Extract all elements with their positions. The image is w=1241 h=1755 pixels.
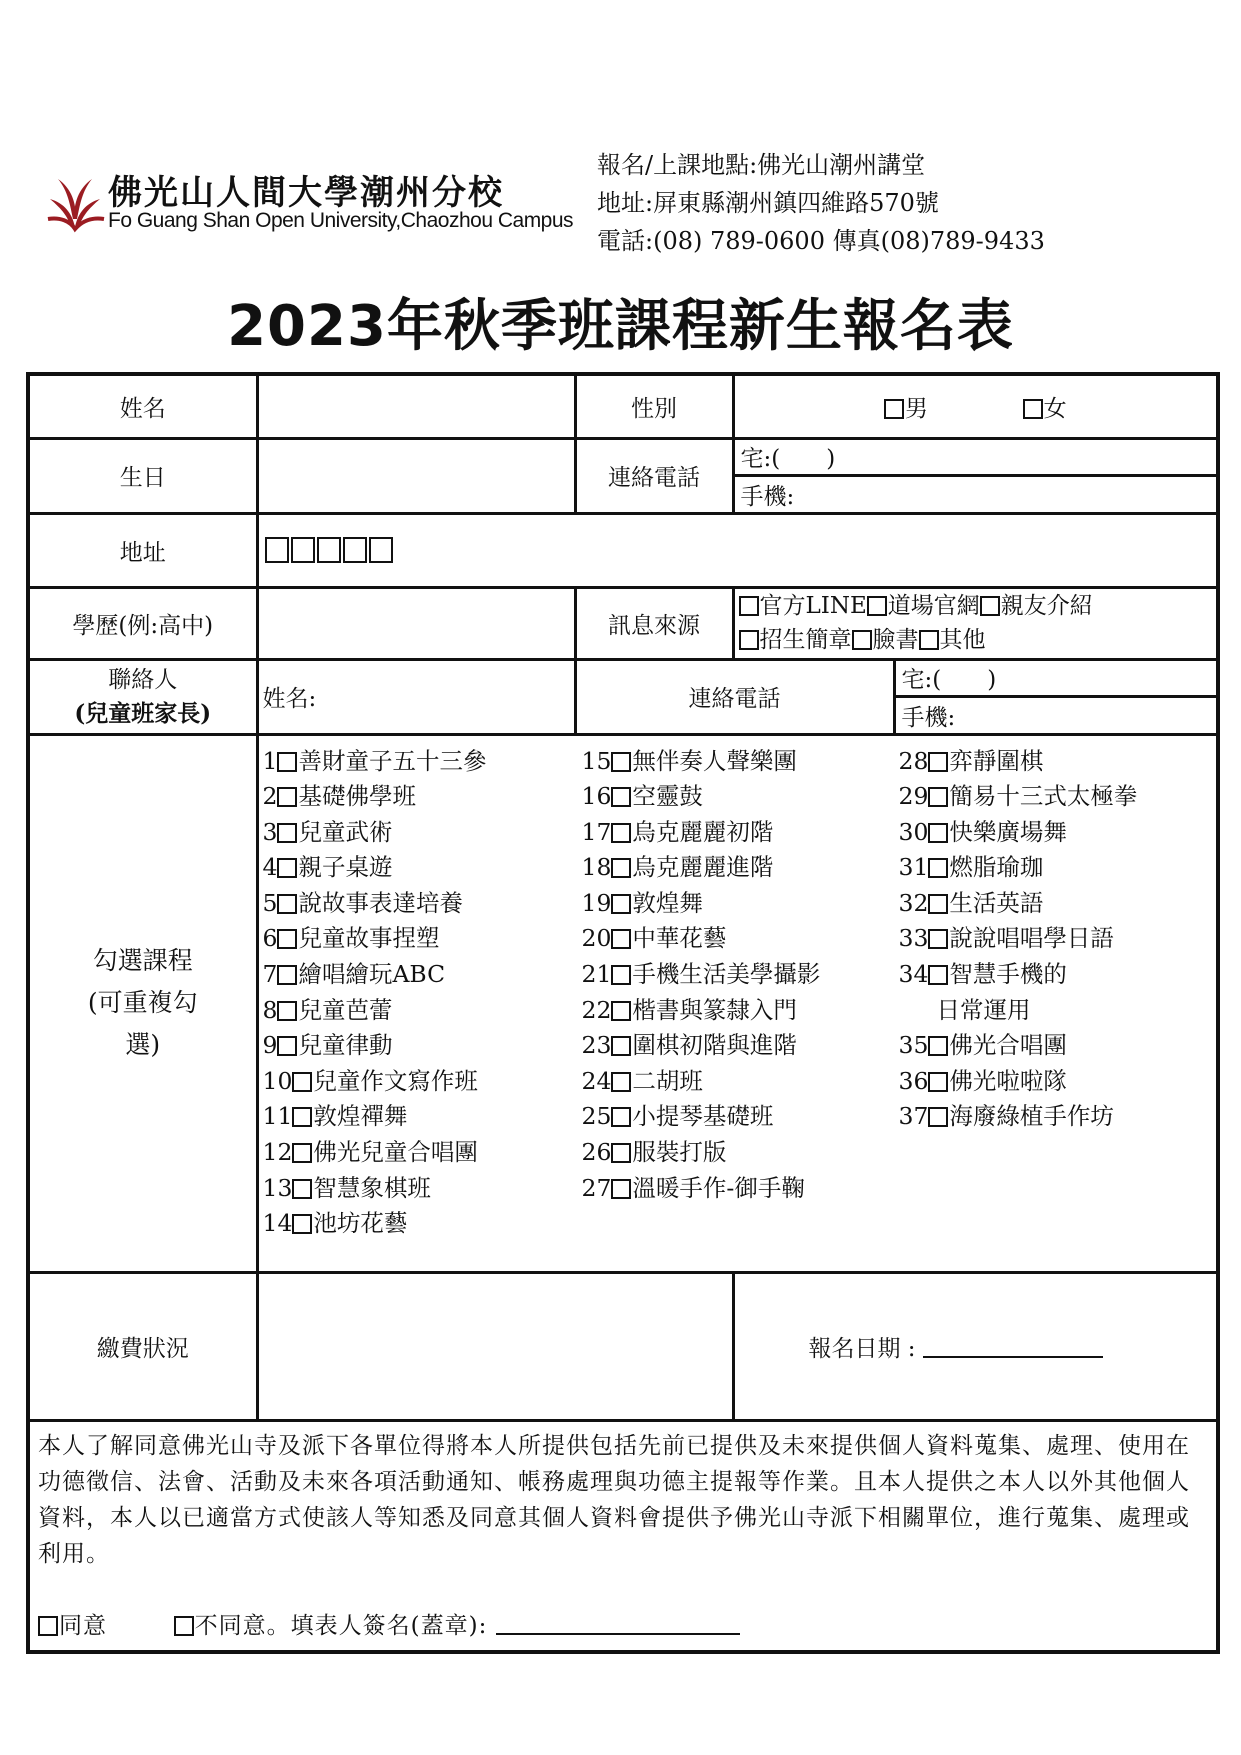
row-name [28, 374, 1218, 438]
course-name: 烏克麗麗初階 [632, 817, 774, 846]
row-consent [28, 1420, 1218, 1652]
course-name: 燃脂瑜珈 [949, 853, 1044, 882]
source-friends: 親友介紹 [1000, 593, 1093, 619]
phone-text: 電話:(08) 789-0600 傳真(08)789-9433 [597, 227, 1045, 255]
course-item [263, 957, 487, 993]
course-number: 19 [581, 888, 612, 917]
education-label: 學歷(例:高中) [28, 587, 257, 659]
course-number: 6 [262, 924, 278, 953]
course-checkbox[interactable] [928, 1107, 948, 1127]
course-name: 楷書與篆隸入門 [632, 995, 797, 1024]
course-name: 溫暖手作-御手鞠 [632, 1173, 805, 1202]
course-item [263, 1135, 487, 1171]
course-number: 4 [262, 853, 278, 882]
male-checkbox[interactable] [884, 399, 904, 419]
course-name: 圍棋初階與進階 [632, 1031, 797, 1060]
course-name: 說說唱唱學日語 [949, 924, 1114, 953]
course-item [263, 744, 487, 780]
row-birthday [28, 438, 1218, 513]
course-checkbox[interactable] [928, 894, 948, 914]
course-checkbox[interactable] [277, 1001, 297, 1021]
course-checkbox[interactable] [611, 752, 631, 772]
course-item [263, 1171, 487, 1207]
course-item [263, 815, 487, 851]
course-checkbox[interactable] [611, 1001, 631, 1021]
male-label: 男 [904, 395, 928, 422]
course-name: 兒童故事捏塑 [298, 924, 440, 953]
date-label: 報名日期 : [808, 1335, 916, 1362]
source-checkbox[interactable] [919, 630, 939, 650]
course-checkbox[interactable] [277, 752, 297, 772]
course-number: 11 [262, 1102, 293, 1131]
course-checkbox[interactable] [611, 1072, 631, 1092]
course-number: 20 [581, 924, 612, 953]
course-checkbox[interactable] [611, 894, 631, 914]
course-checkbox[interactable] [277, 894, 297, 914]
source-options [733, 587, 1218, 659]
zip-box[interactable] [343, 537, 367, 563]
school-logo [42, 165, 602, 245]
contact-label [28, 659, 257, 734]
course-checkbox[interactable] [277, 823, 297, 843]
payment-field[interactable] [257, 1272, 733, 1420]
consent-text: 本人了解同意佛光山寺及派下各單位得將本人所提供包括先前已提供及未來提供個人資料蒐集、處理、使用在功德徵信、法會、活動及未來各項活動通知、帳務處理與功德主提報等作業。且本人提供之本人以外其他個人資料，本人以已適當方式使該人等知悉及同意其個人資料會提供予佛光山寺派下相關單位，進行蒐集、處理或利用。 [38, 1432, 1190, 1567]
course-checkbox[interactable] [277, 858, 297, 878]
disagree-label: 不同意。填表人簽名(蓋章): [194, 1612, 488, 1639]
course-column-3 [899, 744, 1138, 1136]
course-name: 兒童作文寫作班 [313, 1066, 478, 1095]
course-item [582, 957, 821, 993]
course-item [582, 886, 821, 922]
course-checkbox[interactable] [928, 752, 948, 772]
course-number: 24 [581, 1066, 612, 1095]
source-brochure: 招生簡章 [759, 627, 852, 653]
lotus-logo-icon [42, 169, 108, 235]
course-number: 34 [898, 960, 929, 989]
course-name: 佛光啦啦隊 [949, 1066, 1067, 1095]
row-payment [28, 1272, 1218, 1420]
logo-chinese-name: 佛光山人間大學潮州分校 [108, 173, 504, 213]
course-name: 弈靜圍棋 [949, 746, 1044, 775]
course-number: 13 [262, 1173, 293, 1202]
courses-label-line3: 選) [125, 1030, 161, 1059]
contact-name-field[interactable]: 姓名: [257, 659, 575, 734]
registration-form [26, 372, 1220, 1654]
course-number: 23 [581, 1031, 612, 1060]
source-checkbox[interactable] [980, 596, 1000, 616]
source-other: 其他 [939, 627, 986, 653]
birthday-label: 生日 [28, 438, 257, 513]
course-item [899, 850, 1138, 886]
course-checkbox[interactable] [928, 965, 948, 985]
source-checkbox[interactable] [852, 630, 872, 650]
contact-mobile-field[interactable]: 手機: [896, 695, 1217, 733]
course-number: 31 [898, 853, 929, 882]
course-item [899, 886, 1138, 922]
course-number: 15 [581, 746, 612, 775]
header [0, 0, 1241, 360]
course-checkbox[interactable] [928, 929, 948, 949]
course-name: 海廢綠植手作坊 [949, 1102, 1114, 1131]
address-label: 地址 [28, 513, 257, 587]
course-item [899, 815, 1138, 851]
course-item [899, 1064, 1138, 1100]
course-item [899, 993, 1138, 1029]
source-website: 道場官網 [887, 593, 980, 619]
mobile-field[interactable]: 手機: [735, 474, 1217, 512]
course-number: 12 [262, 1138, 293, 1167]
course-column-2 [582, 744, 821, 1207]
course-name: 無伴奏人聲樂團 [632, 746, 797, 775]
contact-label-line1: 聯絡人 [108, 666, 178, 693]
course-number: 16 [581, 782, 612, 811]
row-courses [28, 734, 1218, 1272]
consent-section [28, 1420, 1218, 1652]
course-name: 佛光兒童合唱團 [313, 1138, 478, 1167]
row-address [28, 513, 1218, 587]
course-number: 33 [898, 924, 929, 953]
course-name: 智慧象棋班 [313, 1173, 431, 1202]
course-name: 空靈鼓 [632, 782, 703, 811]
gender-label: 性別 [575, 374, 733, 438]
course-name: 小提琴基礎班 [632, 1102, 774, 1131]
course-checkbox[interactable] [611, 1179, 631, 1199]
zip-box[interactable] [291, 537, 315, 563]
course-number: 1 [262, 746, 278, 775]
course-name: 智慧手機的 [949, 960, 1067, 989]
location-text: 報名/上課地點:佛光山潮州講堂 [597, 151, 926, 179]
course-checkbox[interactable] [928, 823, 948, 843]
course-number: 25 [581, 1102, 612, 1131]
course-name: 敦煌禪舞 [313, 1102, 408, 1131]
course-checkbox[interactable] [928, 1072, 948, 1092]
course-checkbox[interactable] [928, 858, 948, 878]
source-label: 訊息來源 [575, 587, 733, 659]
phone-label: 連絡電話 [575, 438, 733, 513]
course-name: 生活英語 [949, 888, 1044, 917]
course-checkbox[interactable] [292, 1107, 312, 1127]
courses-label-line1: 勾選課程 [92, 946, 193, 975]
course-name: 服裝打版 [632, 1138, 727, 1167]
course-number: 8 [262, 995, 278, 1024]
source-line: 官方LINE [759, 593, 867, 619]
course-item [263, 993, 487, 1029]
course-name: 池坊花藝 [313, 1209, 408, 1238]
course-number: 2 [262, 782, 278, 811]
education-field[interactable] [257, 587, 575, 659]
course-checkbox[interactable] [611, 1143, 631, 1163]
course-checkbox[interactable] [277, 965, 297, 985]
course-name: 快樂廣場舞 [949, 817, 1067, 846]
course-number: 18 [581, 853, 612, 882]
zip-box[interactable] [369, 537, 393, 563]
course-number: 27 [581, 1173, 612, 1202]
home-phone-field[interactable]: 宅:( ) [740, 446, 836, 473]
female-checkbox[interactable] [1023, 399, 1043, 419]
course-name: 中華花藝 [632, 924, 727, 953]
course-item [582, 1171, 821, 1207]
course-name: 兒童律動 [298, 1031, 393, 1060]
agree-label: 同意 [59, 1612, 107, 1639]
course-number: 37 [898, 1102, 929, 1131]
course-number: 30 [898, 817, 929, 846]
course-number: 36 [898, 1066, 929, 1095]
course-number: 28 [898, 746, 929, 775]
name-field[interactable] [257, 374, 575, 438]
course-checkbox[interactable] [928, 787, 948, 807]
source-checkbox[interactable] [739, 630, 759, 650]
course-item [263, 1064, 487, 1100]
course-item [582, 1028, 821, 1064]
course-checkbox[interactable] [611, 1107, 631, 1127]
course-item [582, 744, 821, 780]
disagree-checkbox[interactable] [174, 1616, 194, 1636]
course-item [263, 779, 487, 815]
course-item [899, 1099, 1138, 1135]
page-title: 2023年秋季班課程新生報名表 [227, 294, 1014, 359]
course-checkbox[interactable] [928, 1036, 948, 1056]
registration-date [733, 1272, 1218, 1420]
course-name: 佛光合唱團 [949, 1031, 1067, 1060]
row-education [28, 587, 1218, 659]
course-checkbox[interactable] [611, 1036, 631, 1056]
course-name: 親子桌遊 [298, 853, 393, 882]
course-checkbox[interactable] [611, 929, 631, 949]
contact-label-line2: (兒童班家長) [74, 699, 212, 727]
course-name: 二胡班 [632, 1066, 703, 1095]
date-input-line[interactable] [923, 1334, 1103, 1358]
address-field[interactable] [257, 513, 1218, 587]
course-number: 3 [262, 817, 278, 846]
course-checkbox[interactable] [611, 965, 631, 985]
course-checkbox[interactable] [611, 787, 631, 807]
course-item [899, 744, 1138, 780]
course-checkbox[interactable] [611, 858, 631, 878]
course-number: 35 [898, 1031, 929, 1060]
course-number: 10 [262, 1066, 293, 1095]
course-number: 17 [581, 817, 612, 846]
course-name: 基礎佛學班 [298, 782, 416, 811]
zip-box[interactable] [317, 537, 341, 563]
course-checkbox[interactable] [611, 823, 631, 843]
course-item [263, 1028, 487, 1064]
course-item [263, 850, 487, 886]
course-item [899, 921, 1138, 957]
source-checkbox[interactable] [739, 596, 759, 616]
course-number: 9 [262, 1031, 278, 1060]
course-checkbox[interactable] [277, 787, 297, 807]
course-name: 繪唱繪玩ABC [298, 960, 446, 989]
course-name: 善財童子五十三參 [298, 746, 487, 775]
course-number: 22 [581, 995, 612, 1024]
course-item [899, 1028, 1138, 1064]
course-item [582, 815, 821, 851]
course-checkbox[interactable] [292, 1214, 312, 1234]
course-name: 日常運用 [936, 995, 1031, 1024]
course-list [259, 736, 1217, 1268]
course-number: 21 [581, 960, 612, 989]
course-number: 32 [898, 888, 929, 917]
course-checkbox[interactable] [277, 1036, 297, 1056]
course-item [263, 1206, 487, 1242]
payment-label: 繳費狀況 [28, 1272, 257, 1420]
course-number: 26 [581, 1138, 612, 1167]
courses-label-line2: (可重複勾 [87, 988, 198, 1017]
contact-phone-label: 連絡電話 [575, 659, 894, 734]
name-label: 姓名 [28, 374, 257, 438]
course-checkbox[interactable] [292, 1072, 312, 1092]
contact-info [597, 146, 1045, 260]
source-facebook: 臉書 [872, 627, 919, 653]
address-text: 地址:屏東縣潮州鎮四維路570號 [597, 189, 939, 217]
course-item [263, 1099, 487, 1135]
course-item [582, 1064, 821, 1100]
course-name: 說故事表達培養 [298, 888, 463, 917]
courses-label [28, 734, 257, 1272]
agree-checkbox[interactable] [38, 1616, 58, 1636]
source-checkbox[interactable] [867, 596, 887, 616]
course-item [582, 850, 821, 886]
contact-home-phone-field[interactable]: 宅:( ) [901, 667, 997, 694]
course-name: 兒童武術 [298, 817, 393, 846]
course-number: 7 [262, 960, 278, 989]
course-checkbox[interactable] [277, 929, 297, 949]
course-item [582, 921, 821, 957]
signature-line[interactable] [496, 1611, 740, 1635]
course-name: 烏克麗麗進階 [632, 853, 774, 882]
course-checkbox[interactable] [292, 1143, 312, 1163]
birthday-field[interactable] [257, 438, 575, 513]
course-name: 簡易十三式太極拳 [949, 782, 1138, 811]
female-label: 女 [1043, 395, 1067, 422]
course-number: 14 [262, 1209, 293, 1238]
zip-box[interactable] [265, 537, 289, 563]
course-name: 兒童芭蕾 [298, 995, 393, 1024]
course-item [582, 779, 821, 815]
course-item [263, 886, 487, 922]
course-item [582, 993, 821, 1029]
course-item [263, 921, 487, 957]
course-number: 5 [262, 888, 278, 917]
course-name: 手機生活美學攝影 [632, 960, 821, 989]
gender-options [733, 374, 1218, 438]
row-contact [28, 659, 1218, 734]
course-item [899, 779, 1138, 815]
course-item [582, 1135, 821, 1171]
logo-english-name: Fo Guang Shan Open University,Chaozhou Campus [108, 209, 574, 232]
course-item [899, 957, 1138, 993]
course-item [582, 1099, 821, 1135]
course-name: 敦煌舞 [632, 888, 703, 917]
course-column-1 [263, 744, 487, 1242]
course-number: 29 [898, 782, 929, 811]
course-checkbox[interactable] [292, 1179, 312, 1199]
